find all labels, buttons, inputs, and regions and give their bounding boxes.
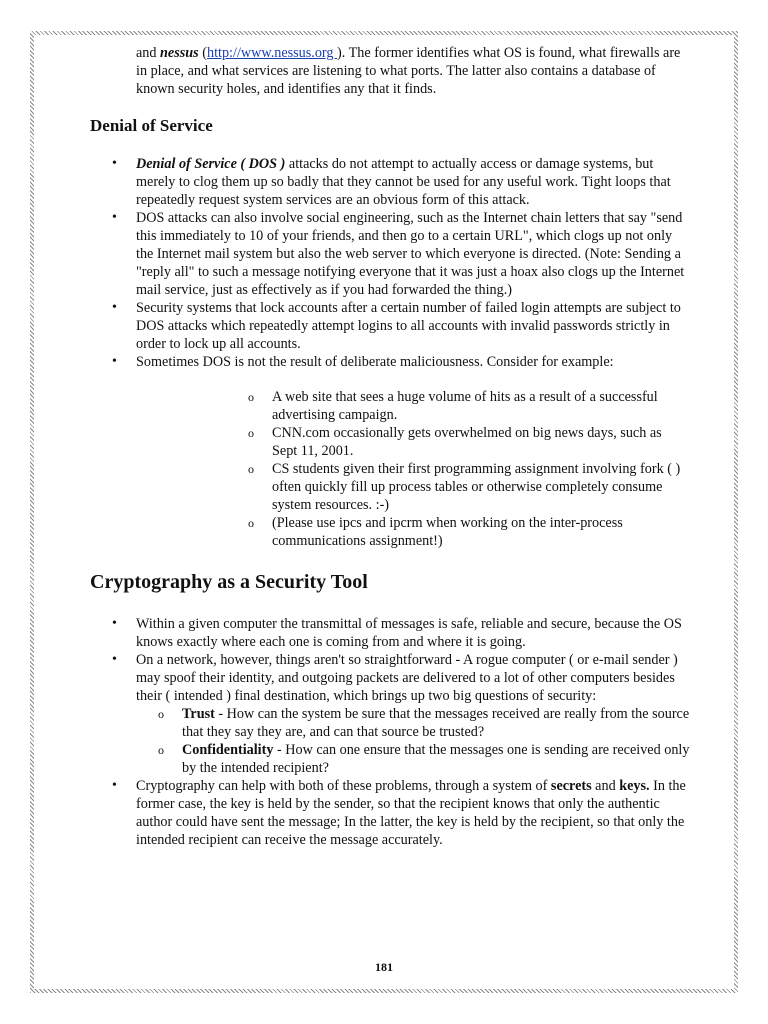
intro-paragraph: [136, 44, 690, 98]
sub-list-item: o CNN.com occasionally gets overwhelmed on big news days, such as Sept 11, 2001.: [136, 424, 690, 460]
page-number: 181: [375, 960, 393, 974]
secrets-term: secrets: [550, 778, 592, 794]
list-item-text: Cryptography can help with both of these problems, through a system of: [136, 778, 551, 794]
crypto-list: [90, 615, 690, 849]
sub-list-item: o CS students given their first programming assignment involving fork ( ) often quickly fill up process tables or otherwise completely consume system resources. :-): [136, 460, 690, 514]
list-item: • Security systems that lock accounts after a certain number of failed login attempts are subject to DOS attacks which repeatedly attempt logins to all accounts with invalid passwords strictly in order to lock up all accounts.: [90, 299, 690, 353]
list-item: [90, 777, 690, 849]
sub-list-item: o A web site that sees a huge volume of hits as a result of a successful advertising campaign.: [136, 388, 690, 424]
list-item-text: On a network, however, things aren't so straightforward - A rogue computer ( or e-mail sender ) may spoof their identity, and outgoing packets are delivered to a lot of other computers besides their ( intended ) final destination, which brings up two big questions of security:: [136, 652, 678, 704]
list-item: [90, 651, 690, 777]
list-item: [90, 353, 690, 550]
list-item: • DOS attacks can also involve social engineering, such as the Internet chain letters that say "send this immediately to 10 of your friends, and then go to a certain URL", which clogs up not only the Internet mail system but also the web server to which everyone is directed. (Note: Sending a "reply all" to such a message notifying everyone that it was just a hoax also clogs up the Internet mail service, just as effectively as if you had forwarded the thing.): [90, 209, 690, 299]
list-item-text: and: [591, 778, 620, 794]
intro-paren: (: [198, 45, 207, 61]
list-item-text: Sometimes DOS is not the result of deliberate maliciousness. Consider for example:: [136, 354, 614, 370]
page-content: [90, 44, 690, 849]
list-item-text: attacks do not attempt to actually access or damage systems, but merely to clog them up so badly that they cannot be used for any useful work. Tight loops that repeatedly request system services are an obvious form of this attack.: [136, 156, 671, 208]
trust-term: Trust: [182, 706, 215, 722]
nessus-link[interactable]: http://www.nessus.org: [206, 45, 338, 61]
nessus-term: nessus: [160, 45, 199, 61]
sub-list-item-confidentiality: [136, 741, 690, 777]
dos-list: [90, 155, 690, 550]
sub-list-item-text: - How can one ensure that the messages one is sending are received only by the intended recipient?: [182, 742, 690, 776]
list-item: • Within a given computer the transmittal of messages is safe, reliable and secure, because the OS knows exactly where each one is coming from and where it is going.: [90, 615, 690, 651]
intro-rest: ). The former identifies what OS is found, what firewalls are in place, and what services are listening to what ports. The latter also contains a database of known security holes, and identifies any that it finds.: [136, 45, 681, 97]
security-questions-list: [136, 705, 690, 777]
list-item-text: In the former case, the key is held by the sender, so that the recipient knows that only the authentic author could have sent the message; In the latter, the key is held by the recipient, so that only the intended recipient can receive the message accurately.: [136, 778, 686, 848]
dos-examples-list: [136, 388, 690, 550]
sub-list-item-trust: [136, 705, 690, 741]
confidentiality-term: Confidentiality: [182, 742, 274, 758]
sub-list-item: o (Please use ipcs and ipcrm when working on the inter-process communications assignment!): [136, 514, 690, 550]
keys-term: keys.: [619, 778, 650, 794]
list-item: [90, 155, 690, 209]
section-heading-denial-of-service: Denial of Service: [90, 116, 213, 135]
dos-term: Denial of Service ( DOS ): [136, 156, 286, 172]
section-heading-cryptography: Cryptography as a Security Tool: [90, 571, 368, 593]
intro-lead: and: [136, 45, 161, 61]
sub-list-item-text: - How can the system be sure that the messages received are really from the source that they say they are, and can that source be trusted?: [182, 706, 690, 740]
